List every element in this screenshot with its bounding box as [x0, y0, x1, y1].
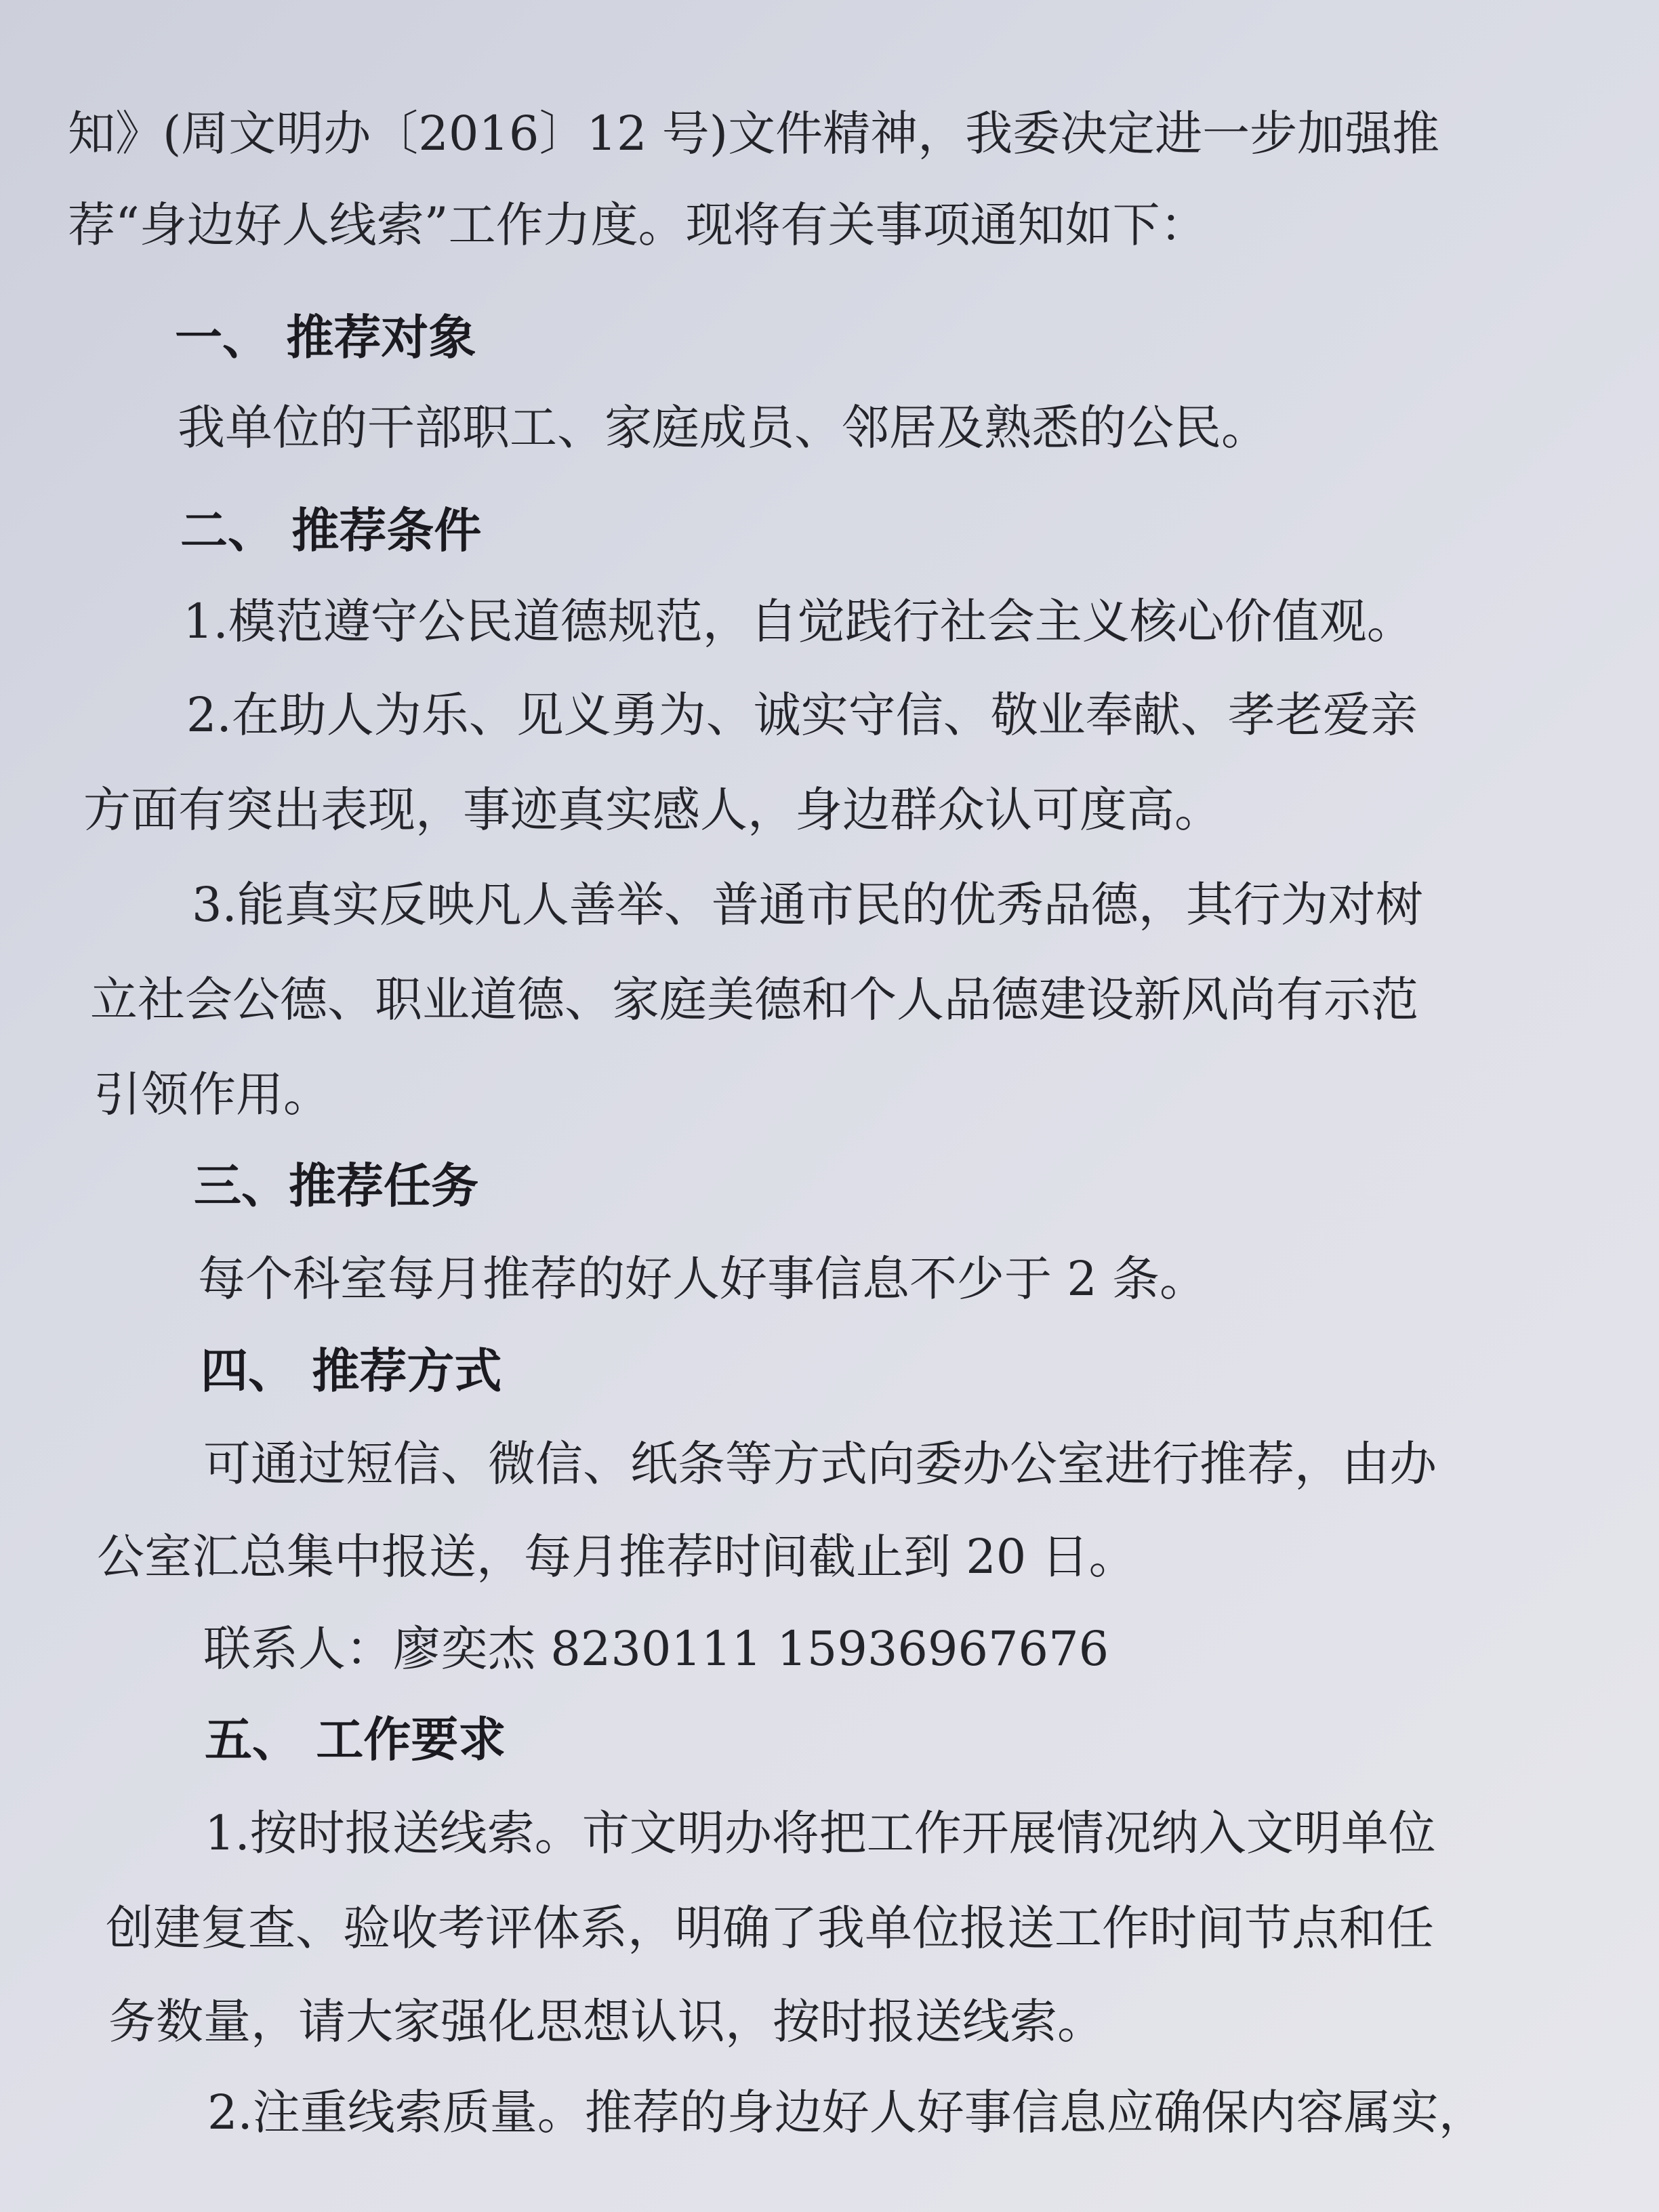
section-heading: 二、 推荐条件 — [180, 503, 482, 558]
section-heading: 一、 推荐对象 — [175, 310, 476, 365]
body-line: 我单位的干部职工、家庭成员、邻居及熟悉的公民。 — [178, 400, 1269, 455]
section-heading: 四、 推荐方式 — [201, 1343, 502, 1399]
body-line: 务数量，请大家强化思想认识，按时报送线索。 — [108, 1994, 1105, 2049]
body-line: 1.模范遵守公民道德规范，自觉践行社会主义核心价值观。 — [183, 594, 1414, 649]
body-line: 3.能真实反映凡人善举、普通市民的优秀品德，其行为对树 — [192, 877, 1423, 933]
body-line: 2.在助人为乐、见义勇为、诚实守信、敬业奉献、孝老爱亲 — [186, 687, 1418, 743]
body-line: 引领作用。 — [94, 1067, 331, 1122]
body-line: 1.按时报送线索。市文明办将把工作开展情况纳入文明单位 — [205, 1805, 1436, 1861]
body-line: 方面有突出表现，事迹真实感人，身边群众认可度高。 — [83, 782, 1222, 838]
section-heading: 五、 工作要求 — [205, 1712, 506, 1767]
body-line: 立社会公德、职业道德、家庭美德和个人品德建设新风尚有示范 — [90, 972, 1418, 1027]
body-line: 创建复查、验收考评体系，明确了我单位报送工作时间节点和任 — [106, 1900, 1434, 1956]
intro-line: 知》(周文明办〔2016〕12 号)文件精神，我委决定进一步加强推 — [68, 106, 1440, 161]
body-line: 可通过短信、微信、纸条等方式向委办公室进行推荐，由办 — [203, 1436, 1437, 1492]
body-line: 每个科室每月推荐的好人好事信息不少于 2 条。 — [198, 1251, 1208, 1307]
body-line: 2.注重线索质量。推荐的身边好人好事信息应确保内容属实， — [207, 2085, 1486, 2140]
contact-line: 联系人：廖奕杰 8230111 15936967676 — [203, 1621, 1109, 1677]
body-line: 公室汇总集中报送，每月推荐时间截止到 20 日。 — [97, 1529, 1136, 1584]
section-heading: 三、推荐任务 — [194, 1158, 478, 1214]
intro-line: 荐“身边好人线索”工作力度。现将有关事项通知如下： — [68, 197, 1208, 253]
